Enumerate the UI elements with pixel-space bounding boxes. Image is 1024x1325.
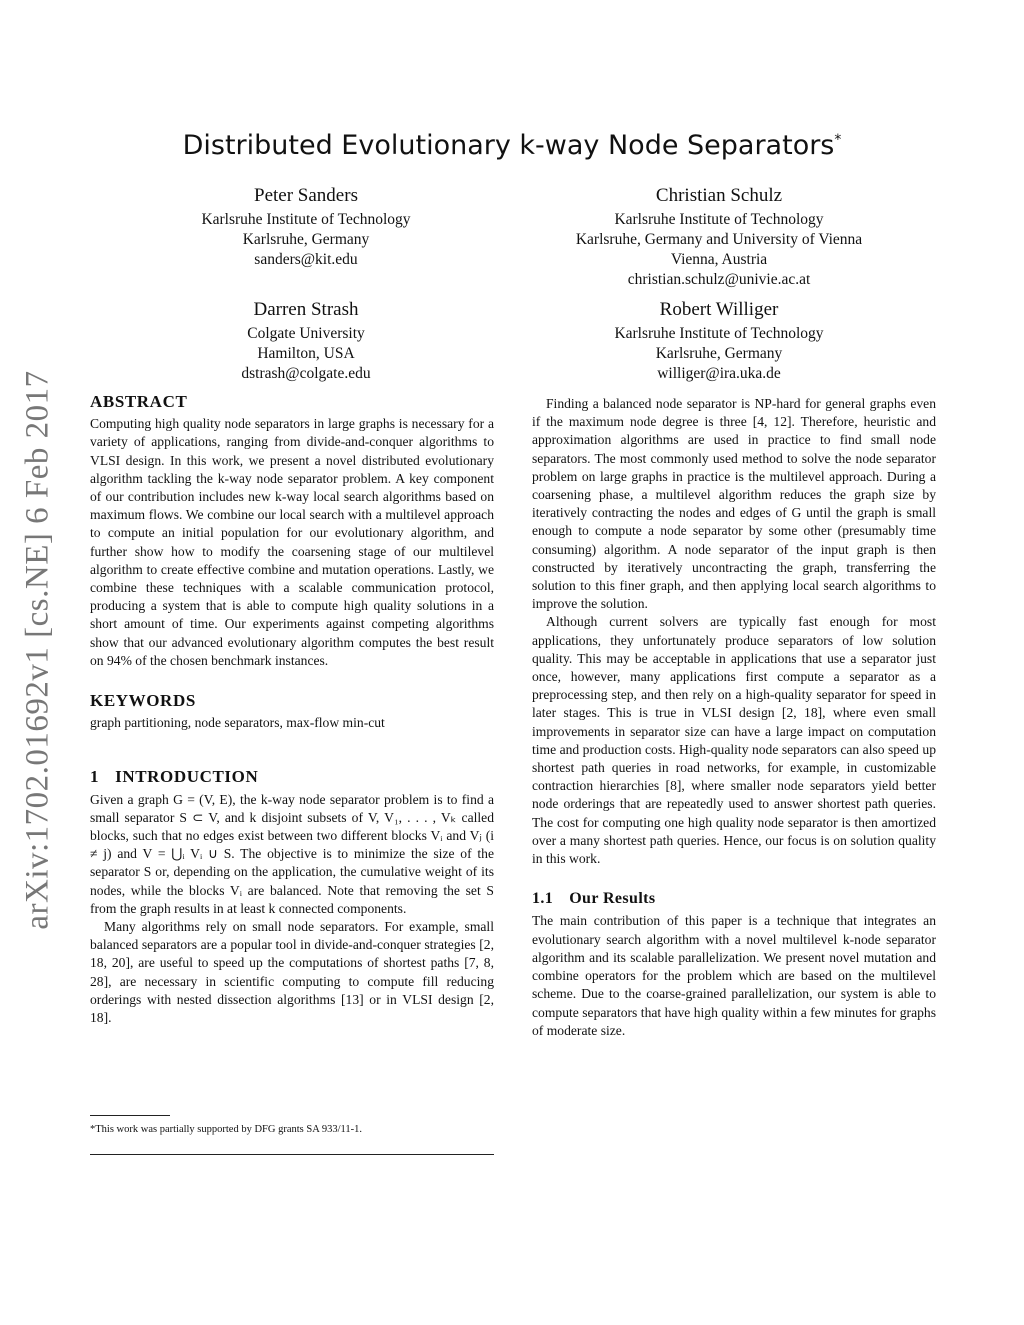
arxiv-identifier: arXiv:1702.01692v1 [cs.NE] 6 Feb 2017 bbox=[19, 370, 56, 930]
author-block-4 bbox=[519, 298, 919, 384]
author-affiliation: Colgate University bbox=[247, 325, 365, 342]
our-results-text: The main contribution of this paper is a technique that integrates an evolutionary search algorithm with a novel multilevel k-node separator algorithm and its scalable parallelization. We present novel mutation and combine operators for the problem which are based on the multilevel scheme. Due to the coarse-grained parallelization, our system is able to compute separators that have high quality within a few minutes for graphs of moderate size. bbox=[532, 913, 936, 1038]
author-block-1 bbox=[166, 184, 446, 270]
keywords-heading: KEYWORDS bbox=[90, 691, 196, 711]
author-affiliation: Karlsruhe Institute of Technology bbox=[614, 325, 824, 342]
title-footnote-mark: * bbox=[834, 132, 842, 148]
left-column bbox=[90, 393, 494, 1027]
author-block-2 bbox=[519, 184, 919, 290]
intro-paragraph-2: Many algorithms rely on small node separators. For example, small balanced separators are a popular tool in divide-and-conquer strategies [2, 18, 20], are useful to speed up the computations of shortest paths [7, 8, 28], are necessary in scientific computing to compute fill reducing orderings with nested dissection algorithms [13] or in VLSI design [2, 18]. bbox=[90, 919, 494, 1026]
intro-paragraph-1: Given a graph G = (V, E), the k-way node separator problem is to find a small separator S ⊂ V, and k disjoint subsets of V, V₁, . . . , Vₖ called blocks, such that no edges exist between two different blocks Vᵢ and Vⱼ (i ≠ j) and V = ⋃ᵢ Vᵢ ∪ S. The objective is to minimize the size of the separator S or, depending on the application, the cumulative weight of its nodes, while the blocks Vᵢ are balanced. Note that removing the set S from the graph results in at least k connected components. bbox=[90, 791, 494, 916]
abstract-heading: ABSTRACT bbox=[90, 392, 188, 411]
author-email: dstrash@colgate.edu bbox=[241, 365, 371, 382]
author-email: sanders@kit.edu bbox=[254, 251, 358, 268]
section-number: 1 bbox=[90, 767, 100, 787]
title-text: Distributed Evolutionary k-way Node Separators bbox=[182, 130, 835, 161]
subsection-number: 1.1 bbox=[532, 890, 554, 908]
arxiv-sidebar-stamp bbox=[8, 330, 68, 970]
author-email: christian.schulz@univie.ac.at bbox=[627, 271, 811, 288]
author-affiliation: Karlsruhe Institute of Technology bbox=[614, 211, 824, 228]
footnote-rule bbox=[90, 1115, 170, 1116]
author-affiliation: Karlsruhe Institute of Technology bbox=[201, 211, 411, 228]
introduction-heading bbox=[90, 768, 494, 786]
author-name: Christian Schulz bbox=[655, 185, 783, 206]
author-location: Hamilton, USA bbox=[257, 345, 355, 362]
abstract-text: Computing high quality node separators in large graphs is necessary for a variety of applications, ranging from divide-and-conquer algorithms to VLSI design. In this work, we present a novel distributed evolutionary algorithm tackling the k-way node separator problem. A key component of our contribution includes new k-way local search algorithms based on maximum flows. We combine our local search with a multilevel approach to compute an initial population for our evolutionary algorithm, and further show how to modify the coarsening stage of our multilevel algorithm to create effective combine and mutation operations. Lastly, we combine these techniques with a scalable communication protocol, producing a system that is able to compute high quality solutions in a short amount of time. Our experiments against competing algorithms show that our advanced evolutionary algorithm computes the best result on 94% of the chosen benchmark instances. bbox=[90, 416, 494, 668]
author-name: Peter Sanders bbox=[254, 185, 358, 206]
right-column bbox=[532, 395, 936, 1040]
author-name: Darren Strash bbox=[253, 299, 359, 320]
footnote-bottom-rule bbox=[90, 1154, 494, 1155]
keywords-text: graph partitioning, node separators, max-flow min-cut bbox=[90, 715, 385, 731]
footnote: *This work was partially supported by DFG grants SA 933/11-1. bbox=[90, 1124, 363, 1135]
author-location-2: Vienna, Austria bbox=[670, 251, 768, 268]
author-location: Karlsruhe, Germany bbox=[242, 231, 370, 248]
author-email: williger@ira.uka.de bbox=[657, 365, 781, 382]
subsection-title: Our Results bbox=[569, 890, 656, 908]
paper-title bbox=[0, 130, 1024, 161]
author-location: Karlsruhe, Germany bbox=[655, 345, 783, 362]
intro-paragraph-4: Although current solvers are typically fast enough for most applications, they unfortunately produce separators of low solution quality. This may be acceptable in applications that use a separator just once, however, many applications first compute a separator as a preprocessing step, and then rely on a high-quality separator for speed in later stages. This is true in VLSI design [2, 18], where even small improvements in separator size can have a large impact on computation time and production costs. High-quality node separators can also speed up shortest path queries in road networks, for example, in customizable contraction hierarchies [8], where smaller node separators yield better node orderings that are repeatedly used to answer shortest path queries. The cost for computing one high quality node separator is then amortized over a many shortest path queries. Hence, our focus is on solution quality in this work. bbox=[532, 614, 936, 867]
our-results-heading bbox=[532, 890, 936, 908]
author-name: Robert Williger bbox=[659, 299, 779, 320]
author-location: Karlsruhe, Germany and University of Vienna bbox=[575, 231, 863, 248]
intro-paragraph-3: Finding a balanced node separator is NP-hard for general graphs even if the maximum node degree is three [4, 12]. Therefore, heuristic and approximation algorithms are used in practice to find small node separators. The most commonly used method to solve the node separator problem on large graphs in practice is the multilevel approach. During a coarsening phase, a multilevel algorithm reduces the graph size by iteratively contracting the nodes and edges of G until the graph is small enough to compute a node separator by some other (presumably time consuming) algorithm. A node separator of the input graph is then constructed by iteratively uncontracting the graph, transferring the solution to this finer graph, and then applying local search algorithms to improve the solution. bbox=[532, 396, 936, 612]
author-block-3 bbox=[166, 298, 446, 384]
section-title: INTRODUCTION bbox=[115, 767, 259, 787]
